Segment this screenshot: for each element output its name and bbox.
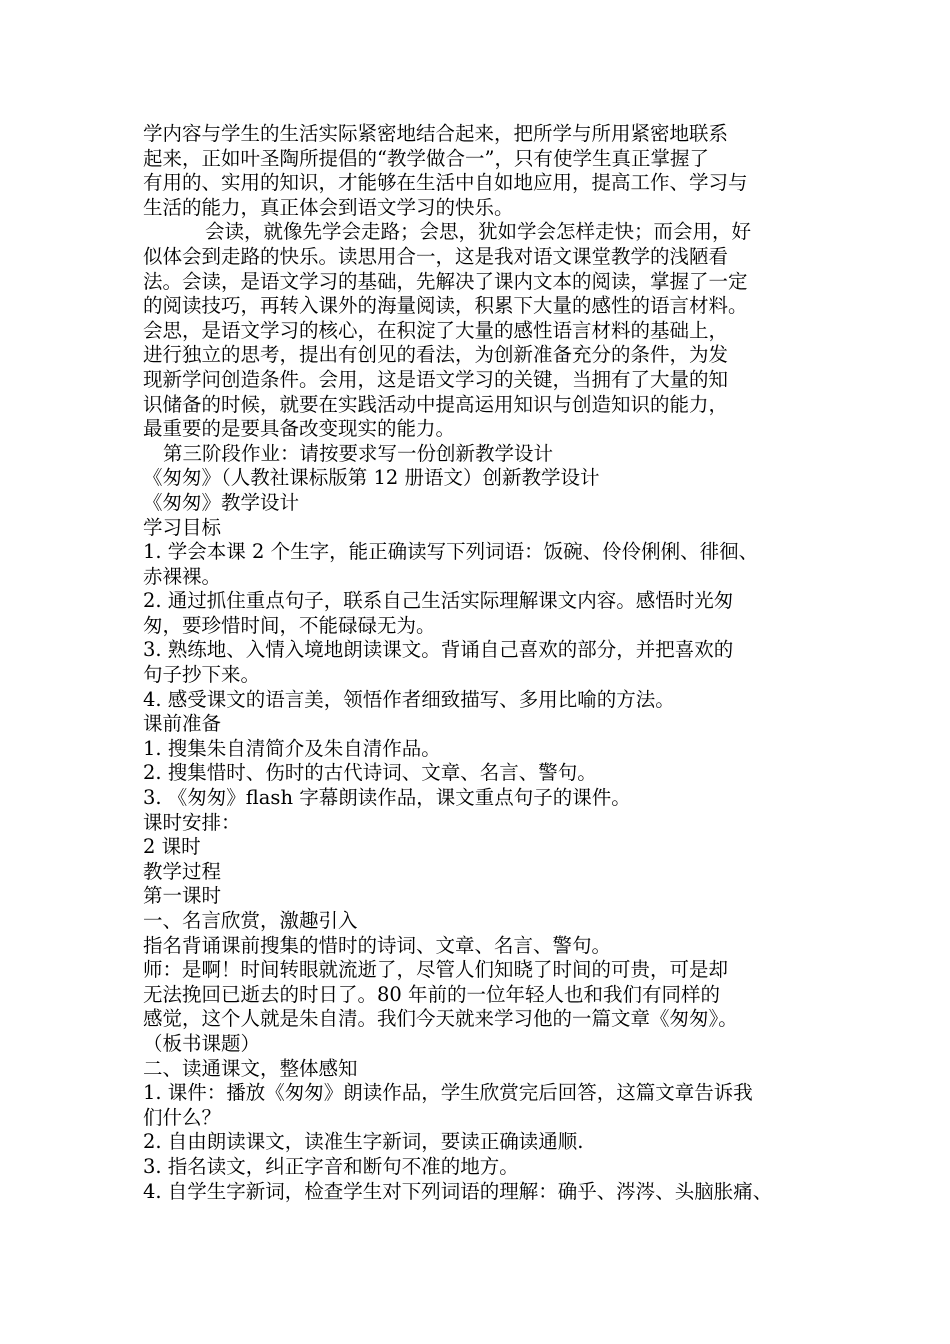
text-line: 们什么？ xyxy=(143,1105,222,1129)
text-line: 指名背诵课前搜集的惜时的诗词、文章、名言、警句。 xyxy=(143,933,612,957)
text-line: 《匆匆》（人教社课标版第 12 册语文）创新教学设计 xyxy=(143,466,600,490)
text-line: 2. 搜集惜时、伤时的古代诗词、文章、名言、警句。 xyxy=(143,761,597,785)
text-line: 会读，就像先学会走路；会思，犹如学会怎样走快；而会用，好 xyxy=(205,220,752,244)
text-line: 识储备的时候，就要在实践活动中提高运用知识与创造知识的能力， xyxy=(143,392,729,416)
text-line: 4. 感受课文的语言美，领悟作者细致描写、多用比喻的方法。 xyxy=(143,687,675,711)
text-line: 1. 学会本课 2 个生字，能正确读写下列词语：饭碗、伶伶俐俐、徘徊、 xyxy=(143,540,759,564)
text-line: 1. 课件：播放《匆匆》朗读作品，学生欣赏完后回答，这篇文章告诉我 xyxy=(143,1081,753,1105)
text-line: 起来，正如叶圣陶所提倡的“教学做合一”，只有使学生真正掌握了 xyxy=(143,146,709,170)
text-line: 课时安排： xyxy=(143,810,241,834)
text-line: 一、名言欣赏，激趣引入 xyxy=(143,909,358,932)
text-line: 3. 指名读文，纠正字音和断句不准的地方。 xyxy=(143,1154,519,1178)
text-line: 赤裸裸。 xyxy=(143,564,222,588)
text-line: 学内容与学生的生活实际紧密地结合起来，把所学与所用紧密地联系 xyxy=(143,122,729,145)
text-line: 学习目标 xyxy=(143,515,222,539)
text-line: 有用的、实用的知识，才能够在生活中自如地应用，提高工作、学习与 xyxy=(143,171,748,195)
text-line: 课前准备 xyxy=(143,712,222,736)
text-line: 第一课时 xyxy=(143,884,222,908)
text-line: 生活的能力，真正体会到语文学习的快乐。 xyxy=(143,195,514,219)
text-line: 第三阶段作业：请按要求写一份创新教学设计 xyxy=(163,441,554,465)
text-line: 匆，要珍惜时间，不能碌碌无为。 xyxy=(143,613,436,637)
text-line: 师：是啊！时间转眼就流逝了，尽管人们知晓了时间的可贵，可是却 xyxy=(143,958,729,982)
text-line: 似体会到走路的快乐。读思用合一，这是我对语文课堂教学的浅陋看 xyxy=(143,244,729,268)
text-line: 进行独立的思考，提出有创见的看法，为创新准备充分的条件，为发 xyxy=(143,343,729,367)
text-line: 最重要的是要具备改变现实的能力。 xyxy=(143,417,456,441)
text-line: （板书课题） xyxy=(143,1031,261,1055)
text-line: 1. 搜集朱自清简介及朱自清作品。 xyxy=(143,736,441,760)
text-line: 教学过程 xyxy=(143,859,222,883)
text-line: 4. 自学生字新词，检查学生对下列词语的理解：确乎、涔涔、头脑胀痛、 xyxy=(143,1179,773,1203)
document-body xyxy=(143,122,833,1204)
text-line: 3. 《匆匆》flash 字幕朗读作品，课文重点句子的课件。 xyxy=(143,786,631,810)
text-line: 2. 通过抓住重点句子，联系自己生活实际理解课文内容。感悟时光匆 xyxy=(143,589,734,613)
text-line: 无法挽回已逝去的时日了。80 年前的一位年轻人也和我们有同样的 xyxy=(143,982,721,1006)
text-line: 2 课时 xyxy=(143,835,201,859)
text-line: 现新学问创造条件。会用，这是语文学习的关键，当拥有了大量的知 xyxy=(143,367,729,391)
text-line: 3. 熟练地、入情入境地朗读课文。背诵自己喜欢的部分，并把喜欢的 xyxy=(143,638,734,662)
text-line: 法。会读，是语文学习的基础，先解决了课内文本的阅读，掌握了一定 xyxy=(143,269,748,293)
text-line: 的阅读技巧，再转入课外的海量阅读，积累下大量的感性的语言材料。 xyxy=(143,294,748,318)
text-line: 句子抄下来。 xyxy=(143,663,261,687)
text-line: 2. 自由朗读课文，读准生字新词，要读正确读通顺. xyxy=(143,1130,584,1154)
text-line: 二、读通课文，整体感知 xyxy=(143,1056,358,1080)
text-line: 感觉，这个人就是朱自清。我们今天就来学习他的一篇文章《匆匆》。 xyxy=(143,1007,738,1031)
text-line: 《匆匆》教学设计 xyxy=(143,490,300,514)
text-line: 会思，是语文学习的核心，在积淀了大量的感性语言材料的基础上， xyxy=(143,318,729,342)
